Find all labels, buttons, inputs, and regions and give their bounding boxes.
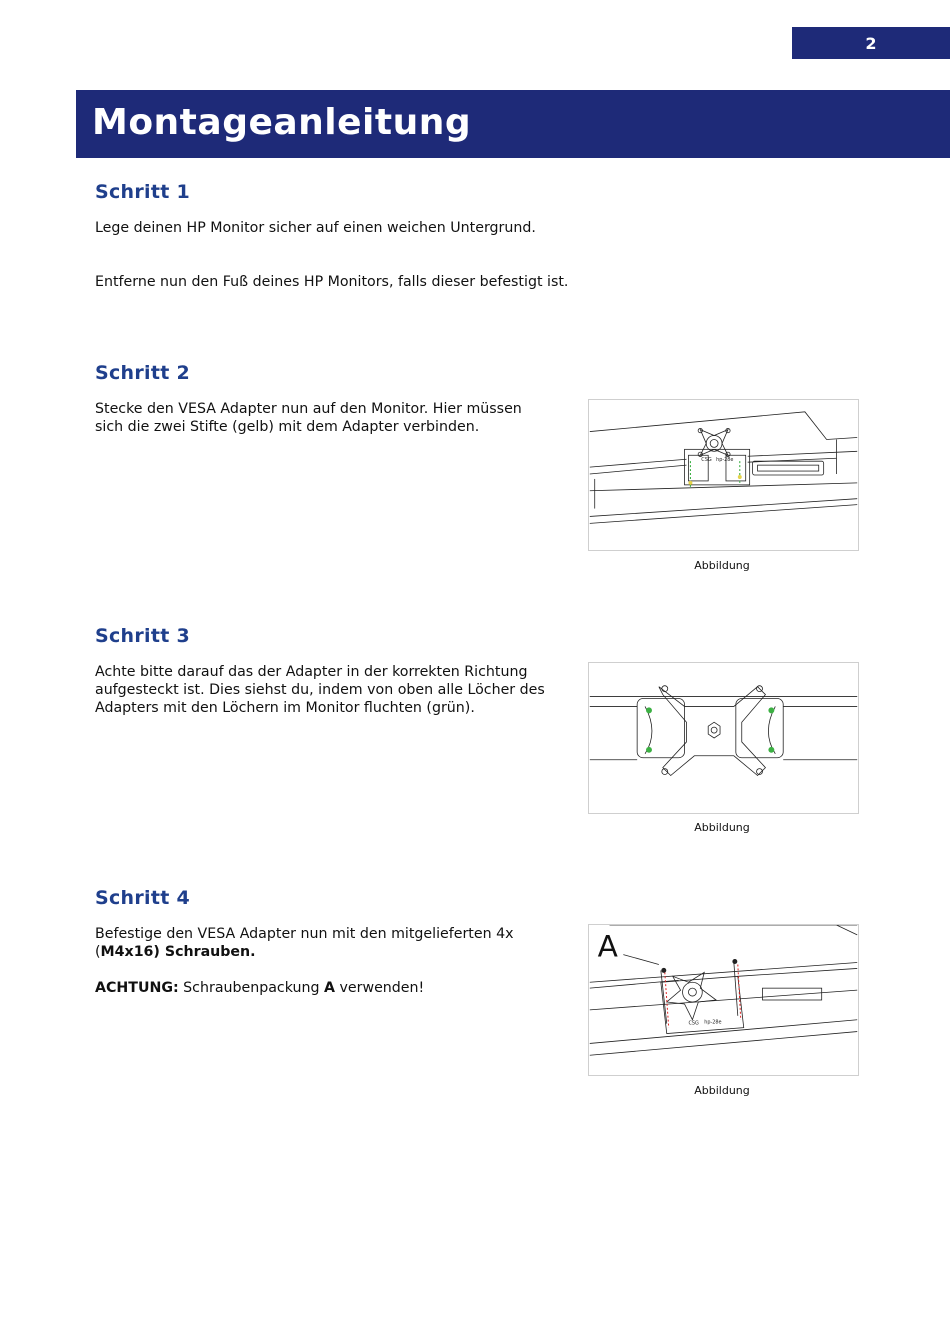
page-number: 2 — [792, 27, 950, 59]
step-4-figure — [588, 924, 859, 1076]
warning-text-2: verwenden! — [335, 980, 425, 996]
screw-mounting-illustration — [589, 925, 858, 1075]
step-4-warning — [95, 979, 550, 997]
step-2-text: Stecke den VESA Adapter nun auf den Monitor. Hier müssen sich die zwei Stifte (gelb) mit dem Adapter verbinden. — [95, 401, 522, 435]
step-1-text-1: Lege deinen HP Monitor sicher auf einen weichen Untergrund. — [95, 220, 536, 236]
step-2-caption: Abbildung — [694, 559, 750, 572]
adapter-label-csg-2: CSG — [688, 1020, 699, 1027]
step-3-text: Achte bitte darauf das der Adapter in der korrekten Richtung aufgesteckt ist. Dies siehst du, indem von oben alle Löcher des Adapters mit den Löchern im Monitor fluchten (grün). — [95, 664, 545, 716]
step-2-heading: Schritt 2 — [95, 362, 191, 384]
adapter-label-model: hp-28e — [716, 457, 734, 464]
step-1-heading: Schritt 1 — [95, 181, 191, 203]
step-4-text — [95, 925, 550, 961]
adapter-label-csg: CSG — [701, 457, 712, 464]
page-title: Montageanleitung — [92, 102, 472, 143]
step-2-figure — [588, 399, 859, 551]
step-4-caption: Abbildung — [694, 1084, 750, 1097]
title-bar — [76, 90, 950, 158]
adapter-label-model-2: hp-28e — [704, 1019, 722, 1026]
step-3-figure — [588, 662, 859, 814]
step-3-caption: Abbildung — [694, 821, 750, 834]
warning-label: ACHTUNG: — [95, 980, 179, 996]
warning-text-1: Schraubenpackung — [178, 980, 325, 996]
step-4-text-intro: Befestige den VESA Adapter nun mit den mitgelieferten 4x ( — [95, 926, 514, 960]
monitor-adapter-illustration — [589, 400, 858, 550]
screw-pack-letter: A — [597, 929, 618, 964]
step-4-heading: Schritt 4 — [95, 887, 191, 909]
step-3-heading: Schritt 3 — [95, 625, 191, 647]
warning-pack-letter: A — [324, 980, 335, 996]
step-4-screw-spec: M4x16) Schrauben. — [100, 944, 256, 960]
adapter-top-view-illustration — [589, 663, 858, 813]
step-1-text-2: Entferne nun den Fuß deines HP Monitors, falls dieser befestigt ist. — [95, 274, 569, 290]
